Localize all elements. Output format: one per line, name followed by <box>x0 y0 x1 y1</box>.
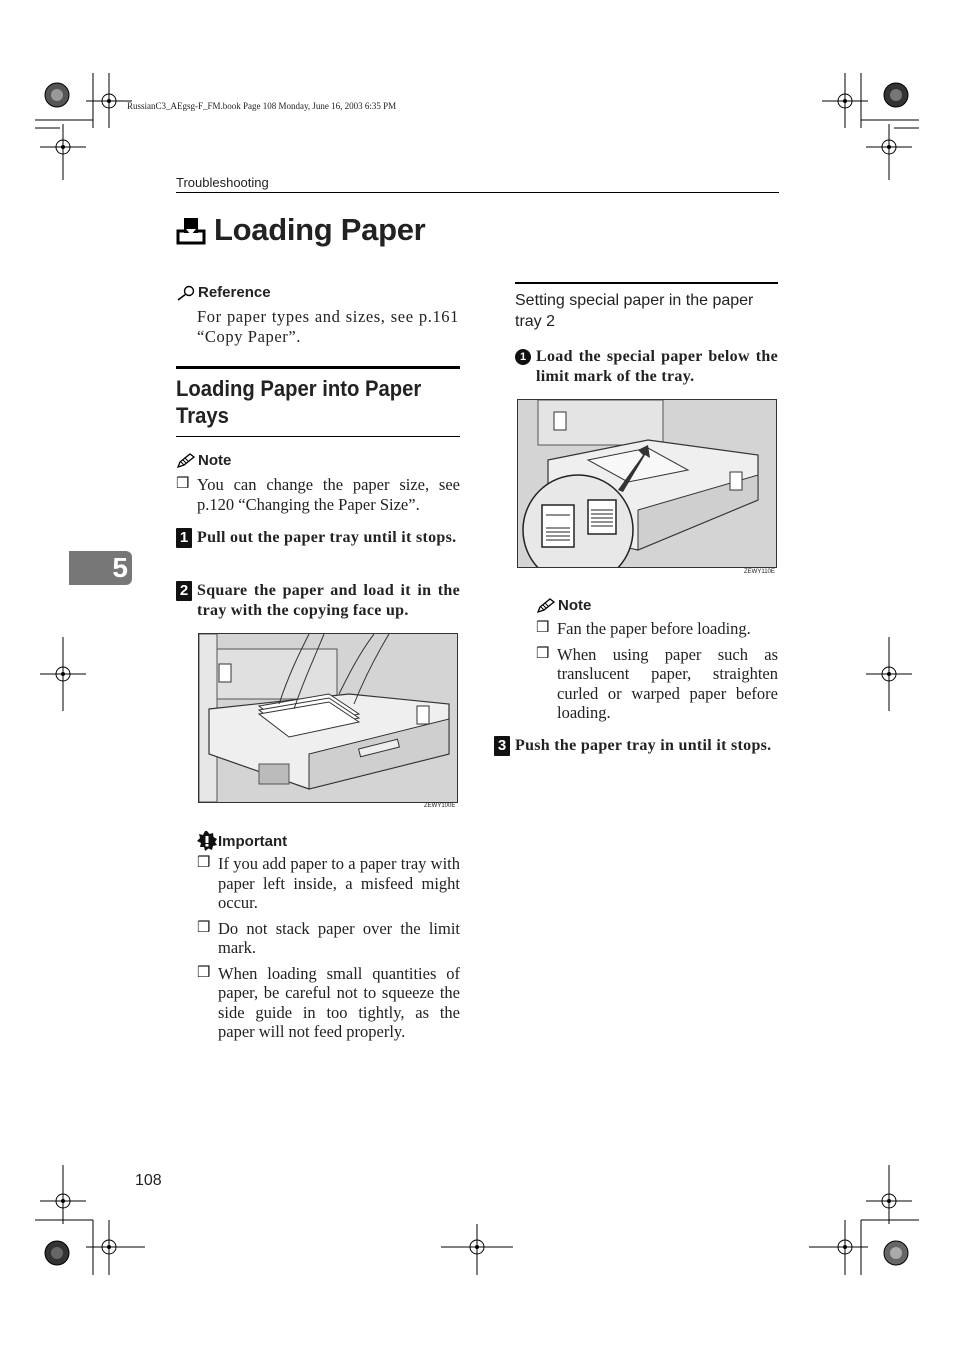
right-note-list <box>536 619 778 723</box>
checkbox-icon: ❒ <box>197 855 211 871</box>
important-text: Do not stack paper over the limit mark. <box>218 918 460 957</box>
file-info: RussianC3_AEgsg-F_FM.book Page 108 Monday, June 16, 2003 6:35 PM <box>127 101 397 111</box>
page-number: 108 <box>135 1172 162 1189</box>
chapter-tab: 5 <box>69 551 132 585</box>
figure-caption: ZEWY100E <box>424 803 456 809</box>
tray-drawing-2 <box>518 400 776 567</box>
section-rule-bottom <box>176 436 460 437</box>
magnifier-icon <box>176 285 196 301</box>
section-rule-top <box>176 366 460 369</box>
special-paper-illustration <box>517 399 777 568</box>
list-item <box>536 619 778 639</box>
list-item <box>197 854 460 913</box>
important-text: If you add paper to a paper tray with paper left inside, a misfeed might occur. <box>218 854 460 912</box>
circled-number-icon: 1 <box>515 349 531 365</box>
reference-heading <box>176 284 271 301</box>
step-text: Pull out the paper tray until it stops. <box>197 529 457 546</box>
checkbox-icon: ❒ <box>536 645 550 662</box>
pencil-icon <box>176 453 196 469</box>
reference-label: Reference <box>198 284 271 301</box>
checkbox-icon: ❒ <box>176 476 190 492</box>
figure-caption-2: ZEWY110E <box>744 569 775 575</box>
important-icon <box>197 831 217 851</box>
list-item <box>536 645 778 723</box>
right-heading: Setting special paper in the paper tray 2 <box>515 292 754 330</box>
step-2 <box>176 581 460 621</box>
header-rule <box>176 192 779 193</box>
page-title: Loading Paper <box>214 212 426 247</box>
step-number: 1 <box>176 528 192 548</box>
list-item <box>197 919 460 958</box>
substep-1 <box>515 347 778 387</box>
important-heading <box>197 831 287 851</box>
important-text: When loading small quantities of paper, be careful not to squeeze the side guide in too tightly, as the paper will not feed properly. <box>218 963 460 1041</box>
note-label: Note <box>198 452 232 469</box>
tray-loading-illustration <box>198 633 458 803</box>
right-heading-rule <box>515 282 778 284</box>
list-item <box>197 964 460 1042</box>
checkbox-icon: ❒ <box>197 919 211 936</box>
section-title: Loading Paper into Paper Trays <box>176 376 422 428</box>
step-text: Square the paper and load it in the tray with the copying face up. <box>197 582 460 619</box>
reference-text: For paper types and sizes, see p.161 “Copy Paper”. <box>197 307 459 346</box>
note-heading <box>176 452 231 469</box>
checkbox-icon: ❒ <box>197 964 211 981</box>
note-text: You can change the paper size, see p.120 “Changing the Paper Size”. <box>197 475 460 514</box>
step-number: 2 <box>176 581 192 601</box>
tray-drawing <box>199 634 457 802</box>
substep-text: Load the special paper below the limit mark of the tray. <box>536 348 778 385</box>
note-text: When using paper such as translucent paper, straighten curled or warped paper before loading. <box>557 644 778 722</box>
step-3 <box>494 736 778 756</box>
paper-tray-icon <box>176 215 206 245</box>
note-label: Note <box>558 597 592 614</box>
note-heading-2 <box>536 597 591 614</box>
pencil-icon <box>536 598 556 614</box>
note-text: Fan the paper before loading. <box>557 619 751 638</box>
note-bullet <box>176 475 460 514</box>
step-1 <box>176 528 460 548</box>
page-title-row <box>176 212 425 248</box>
step-number: 3 <box>494 736 510 756</box>
running-header: Troubleshooting <box>176 175 269 190</box>
important-list <box>197 854 460 1042</box>
important-label: Important <box>218 832 288 850</box>
checkbox-icon: ❒ <box>536 620 550 636</box>
step-text: Push the paper tray in until it stops. <box>515 737 772 754</box>
